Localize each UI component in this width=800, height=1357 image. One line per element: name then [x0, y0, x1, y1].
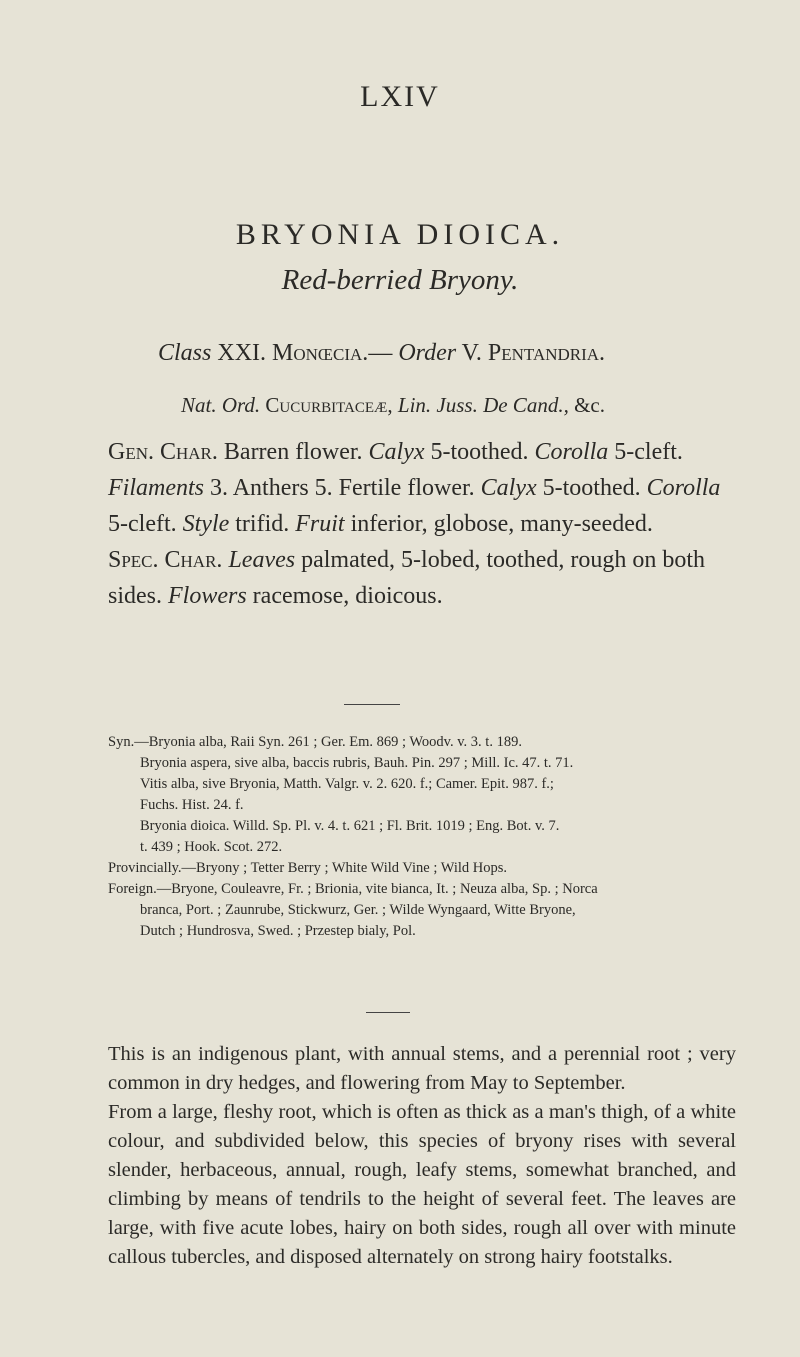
fertile-corolla-value: 5-cleft. — [108, 511, 177, 537]
class-label: Class — [158, 340, 212, 366]
order-name: Pentandria. — [487, 340, 606, 366]
common-name-subtitle: Red-berried Bryony. — [281, 264, 519, 296]
corolla-value: 5-cleft. — [614, 439, 683, 465]
flowers-label: Flowers — [168, 583, 247, 609]
synonym-line: Fuchs. Hist. 24. f. — [140, 797, 244, 813]
foreign-names-cont: branca, Port. ; Zaunrube, Stickwurz, Ger. ; Wilde Wyngaard, Witte Bryone, — [140, 902, 576, 918]
barren-flower: Barren flower. — [223, 439, 363, 465]
fertile-flower: Fertile flower. — [338, 475, 475, 501]
anthers: Anthers 5. — [232, 475, 333, 501]
synonym-line: Bryonia aspera, sive alba, baccis rubris, Bauh. Pin. 297 ; Mill. Ic. 47. t. 71. — [140, 755, 574, 771]
filaments-value: 3. — [210, 475, 228, 501]
natural-order-value: Cucurbitaceæ, — [265, 393, 393, 417]
generic-character — [108, 434, 728, 614]
classification-line: Class XXI. Monœcia.— Order V. Pentandria. — [158, 340, 606, 366]
section-divider-top — [344, 704, 400, 705]
calyx-label: Calyx — [368, 439, 425, 465]
synonym-line: Vitis alba, sive Bryonia, Matth. Valgr. v. 2. 620. f.; Camer. Epit. 987. f.; — [140, 776, 554, 792]
generic-character-label: Gen. Char. — [108, 439, 218, 465]
filaments-label: Filaments — [108, 475, 204, 501]
page-number: LXIV — [360, 80, 440, 113]
natural-order-label: Nat. Ord. — [181, 393, 261, 417]
foreign-names: Foreign.—Bryone, Couleavre, Fr. ; Brionia, vite bianca, It. ; Neuza alba, Sp. ; Norca — [108, 881, 598, 897]
fertile-corolla-label: Corolla — [646, 475, 721, 501]
provincial-names: Provincially.—Bryony ; Tetter Berry ; White Wild Vine ; Wild Hops. — [108, 860, 508, 876]
flowers-value: racemose, dioicous. — [252, 583, 443, 609]
specific-character-label: Spec. Char. — [108, 547, 223, 573]
style-value: trifid. — [235, 511, 290, 537]
foreign-names-cont: Dutch ; Hundrosva, Swed. ; Przestep bialy, Pol. — [140, 923, 416, 939]
order-value: V. — [461, 340, 482, 366]
description-paragraph: From a large, fleshy root, which is often as thick as a man's thigh, of a white colour, and subdivided below, this species of bryony rises with several slender, herbaceous, annual, rough, leafy stems, somewhat branched, and climbing by means of tendrils to the height of several feet. The leaves are large, with five acute lobes, hairy on both sides, rough all over with minute callous tubercles, and disposed alternately on strong hairy footstalks. — [108, 1101, 736, 1268]
style-label: Style — [182, 511, 230, 537]
synonym-line: Syn.—Bryonia alba, Raii Syn. 261 ; Ger. Em. 869 ; Woodv. v. 3. t. 189. — [108, 734, 522, 750]
leaves-value: palmated, 5-lobed, toothed, rough on both sides. — [108, 547, 706, 609]
synonyms-block — [108, 732, 728, 942]
species-title: BRYONIA DIOICA. — [235, 218, 565, 251]
natural-order-line — [181, 393, 605, 418]
fertile-calyx-label: Calyx — [480, 475, 537, 501]
synonym-line: t. 439 ; Hook. Scot. 272. — [140, 839, 283, 855]
description-text — [108, 1040, 736, 1272]
calyx-value: 5-toothed. — [430, 439, 529, 465]
natural-order-authors: Lin. Juss. De Cand., — [397, 393, 569, 417]
section-divider-bottom — [366, 1012, 410, 1013]
fruit-value: inferior, globose, many-seeded. — [350, 511, 653, 537]
natural-order-etc: &c. — [574, 393, 605, 417]
class-value: XXI. — [217, 340, 267, 366]
synonym-line: Bryonia dioica. Willd. Sp. Pl. v. 4. t. 621 ; Fl. Brit. 1019 ; Eng. Bot. v. 7. — [140, 818, 560, 834]
fruit-label: Fruit — [295, 511, 345, 537]
order-label: Order — [398, 340, 457, 366]
leaves-label: Leaves — [228, 547, 296, 573]
class-name: Monœcia. — [272, 340, 369, 366]
description-paragraph: This is an indigenous plant, with annual stems, and a perennial root ; very common in dry hedges, and flowering from May to September. — [108, 1043, 736, 1094]
fertile-calyx-value: 5-toothed. — [542, 475, 641, 501]
corolla-label: Corolla — [534, 439, 609, 465]
